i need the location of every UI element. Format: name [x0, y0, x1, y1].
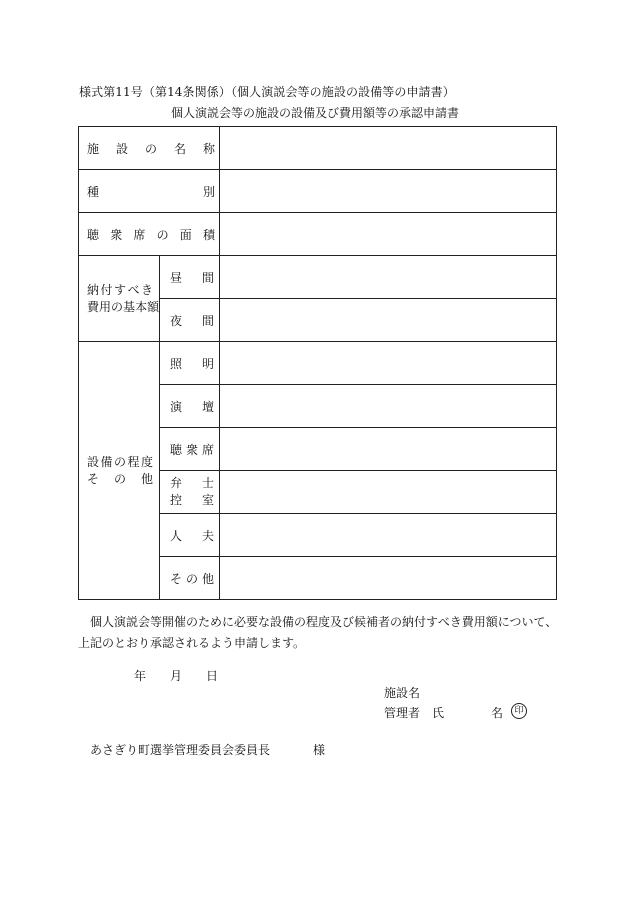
- application-form-table: [78, 126, 557, 600]
- addressee-honorific: 様: [313, 743, 326, 757]
- label-daytime: 昼 間: [170, 270, 214, 285]
- date-month-label: 月: [170, 669, 183, 683]
- label-basic-fee-line1: 納 付 す べ き: [87, 282, 153, 297]
- label-laborers: 人 夫: [170, 528, 214, 543]
- label-type: 種 別: [87, 184, 215, 199]
- audience-seats-field[interactable]: [220, 428, 556, 470]
- laborers-field[interactable]: [220, 514, 556, 556]
- label-facility-name: 施 設 の 名 称: [87, 141, 215, 156]
- lighting-field[interactable]: [220, 342, 556, 384]
- type-field[interactable]: [220, 170, 556, 212]
- label-audience-area: 聴 衆 席 の 面 積: [87, 227, 215, 242]
- label-basic-fee: [87, 256, 160, 341]
- label-equipment: [87, 342, 153, 599]
- label-lighting: 照 明: [170, 356, 214, 371]
- label-equipment-line2: そ の 他: [87, 471, 153, 486]
- label-equipment-line1: 設 備 の 程 度: [87, 454, 153, 469]
- label-stage: 演 壇: [170, 399, 214, 414]
- manager-label: 管理者: [384, 706, 421, 720]
- date-year-label: 年: [134, 669, 147, 683]
- other-field[interactable]: [220, 557, 556, 599]
- audience-area-field[interactable]: [220, 213, 556, 255]
- speaker-room-field[interactable]: [220, 471, 556, 513]
- date-day-label: 日: [206, 669, 219, 683]
- manager-name-right: 名: [491, 706, 504, 720]
- facility-name-label: 施設名: [384, 686, 421, 700]
- facility-name-field[interactable]: [220, 127, 556, 169]
- label-other: そ の 他: [170, 571, 214, 586]
- label-basic-fee-line2: 費 用 の 基 本 額: [87, 299, 160, 314]
- label-nighttime: 夜 間: [170, 313, 214, 328]
- label-speaker-room-line1: 弁 士: [170, 476, 214, 490]
- column-divider: [159, 255, 160, 599]
- stage-field[interactable]: [220, 385, 556, 427]
- document-title: 個人演説会等の施設の設備及び費用額等の承認申請書: [170, 106, 459, 120]
- form-number-header: 様式第11号（第14条関係）（個人演説会等の施設の設備等の申請書）: [79, 85, 455, 99]
- label-audience-seats: 聴 衆 席: [170, 442, 214, 457]
- request-statement-line2: 上記のとおり承認されるよう申請します。: [78, 636, 306, 650]
- daytime-fee-field[interactable]: [220, 256, 556, 298]
- manager-name-left: 氏: [432, 706, 445, 720]
- seal-mark: 印: [511, 703, 527, 719]
- nighttime-fee-field[interactable]: [220, 299, 556, 341]
- label-speaker-room-line2: 控 室: [170, 493, 214, 507]
- seal-stamp-icon: [511, 703, 527, 719]
- request-statement-line1: 個人演説会等開催のために必要な設備の程度及び候補者の納付すべき費用額について、: [90, 615, 558, 629]
- addressee-name: あさぎり町選挙管理委員会委員長: [90, 743, 271, 757]
- label-speaker-room: [170, 471, 214, 513]
- request-statement: [78, 612, 558, 654]
